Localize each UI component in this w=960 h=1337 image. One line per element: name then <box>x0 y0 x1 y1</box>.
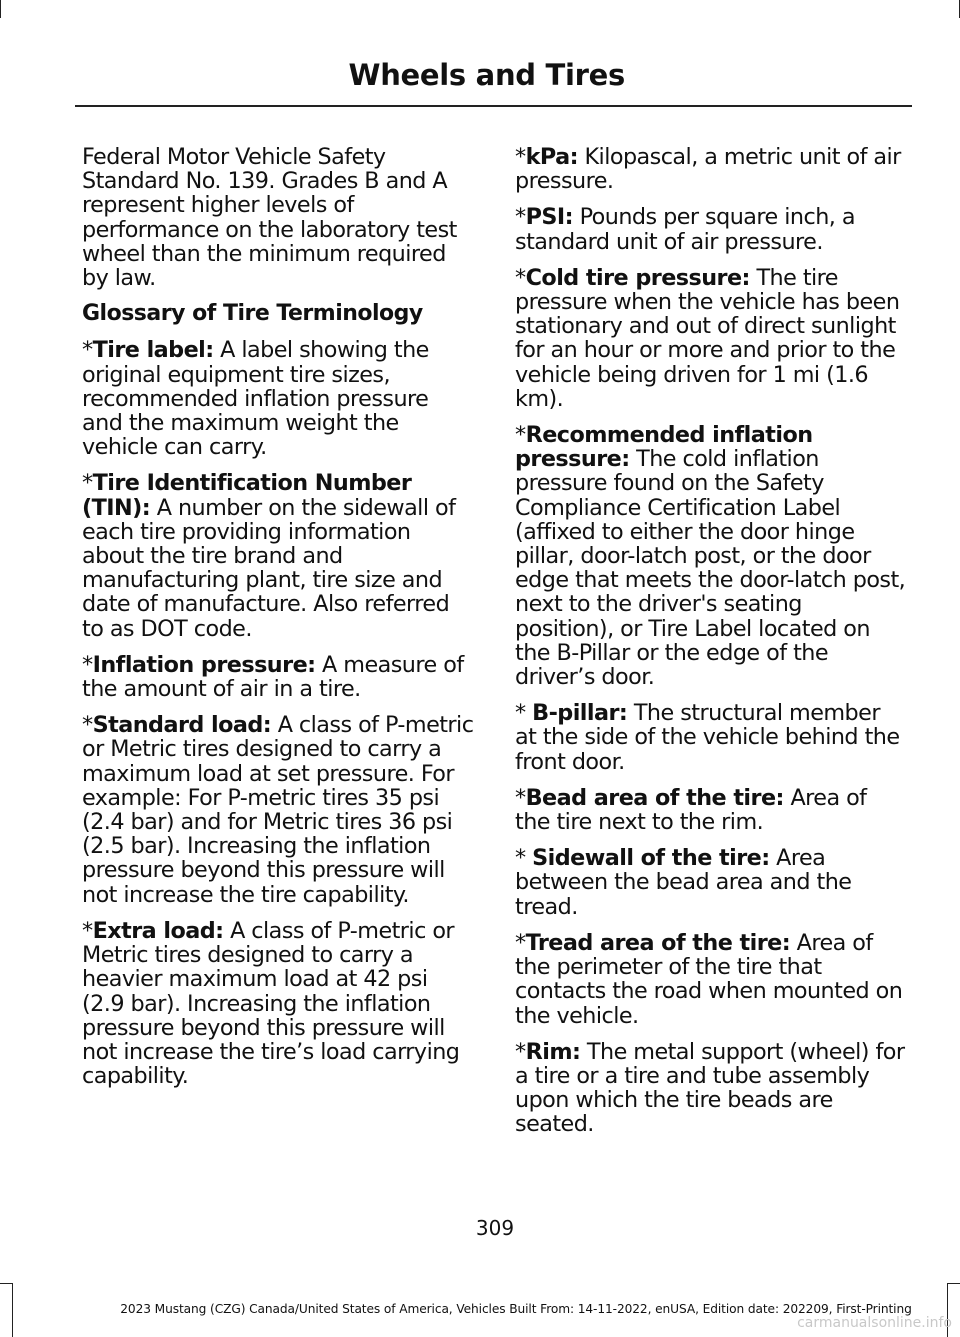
entry-term: Inflation pressure: <box>92 651 316 678</box>
glossary-entry-standard-load <box>82 713 474 907</box>
watermark: carmanualsonline.info <box>797 1315 952 1331</box>
entry-term: kPa: <box>525 144 578 170</box>
intro-paragraph: Federal Motor Vehicle Safety Standard No. 139. Grades B and A represent higher levels of performance on the laboratory test wheel than the minimum required by law. <box>82 144 457 292</box>
glossary-entry-tire-label <box>82 338 474 459</box>
entry-text: A number on the sidewall of each tire providing information about the tire brand and manufacturing plant, tire size and date of manufacture. Also referred to as DOT code. <box>82 494 456 642</box>
right-column <box>515 145 907 1149</box>
entry-term: Recommended inflation pressure: <box>515 422 813 473</box>
entry-prefix: * <box>82 470 93 497</box>
glossary-entry-inflation-pressure <box>82 653 474 701</box>
entry-prefix: * <box>515 700 533 727</box>
glossary-entry-cold-tire-pressure <box>515 266 907 411</box>
entry-term: Standard load: <box>92 712 272 739</box>
entry-text: The metal support (wheel) for a tire or a tire and tube assembly upon which the tire beads are seated. <box>515 1038 905 1138</box>
entry-term: Extra load: <box>92 917 224 944</box>
entry-term: Sidewall of the tire: <box>532 845 770 872</box>
entry-prefix: * <box>515 422 526 449</box>
entry-text: A label showing the original equipment tire sizes, recommended inflation pressure and the maximum weight the vehicle can carry. <box>82 337 429 461</box>
entry-prefix: * <box>515 144 526 170</box>
entry-text: The cold inflation pressure found on the Safety Compliance Certification Label (affixed to either the door hinge pillar, door-latch post, or the door edge that meets the door-latch post, next to the driver's seating position), or Tire Label located on the B-Pillar or the edge of the driver’s door. <box>515 446 906 691</box>
entry-term: Tread area of the tire: <box>525 929 791 956</box>
entry-term: Cold tire pressure: <box>525 264 750 291</box>
header-rule <box>75 105 912 107</box>
entry-term: PSI: <box>525 204 574 231</box>
entry-text: A class of P-metric or Metric tires designed to carry a heavier maximum load at 42 psi (2.9 bar). Increasing the inflation pressure beyond this pressure will not increase the tire’s load carrying capability. <box>82 917 460 1090</box>
entry-prefix: * <box>515 1038 526 1065</box>
entry-prefix: * <box>515 264 526 291</box>
glossary-entry-recommended-inflation-pressure <box>515 423 907 689</box>
entry-text: Kilopascal, a metric unit of air pressure. <box>515 144 901 195</box>
crop-mark-top-left <box>0 0 1 18</box>
glossary-entry-kpa <box>515 145 907 193</box>
page-title: Wheels and Tires <box>348 58 625 92</box>
entry-prefix: * <box>82 712 93 739</box>
glossary-entry-psi <box>515 205 907 253</box>
entry-term: Tire label: <box>92 337 214 364</box>
page-number: 309 <box>475 1216 515 1240</box>
entry-text: A measure of the amount of air in a tire. <box>82 651 464 703</box>
entry-prefix: * <box>515 784 526 811</box>
glossary-entry-b-pillar <box>515 701 907 774</box>
glossary-entry-bead-area <box>515 786 907 834</box>
entry-text: Area of the tire next to the rim. <box>515 784 867 836</box>
footer-edition-info: 2023 Mustang (CZG) Canada/United States of America, Vehicles Built From: 14-11-2022, enUSA, Edition date: 202209, First-Printing <box>120 1302 912 1316</box>
entry-term: Bead area of the tire: <box>525 784 784 811</box>
entry-text: A class of P-metric or Metric tires designed to carry a maximum load at set pressure. For example: For P-metric tires 35 psi (2.4 bar) and for Metric tires 36 psi (2.5 bar). Increasing the inflation pressure beyond this pressure will not increase the tire capability. <box>82 712 474 908</box>
crop-mark-bottom-right-h <box>948 1283 960 1284</box>
entry-prefix: * <box>82 917 93 944</box>
glossary-heading: Glossary of Tire Terminology <box>82 301 423 327</box>
entry-prefix: * <box>82 651 93 678</box>
entry-text: The tire pressure when the vehicle has been stationary and out of direct sunlight for an hour or more and prior to the vehicle being driven for 1 mi (1.6 km). <box>515 264 900 412</box>
glossary-entry-tin <box>82 471 474 640</box>
entry-prefix: * <box>515 929 526 956</box>
glossary-entry-rim <box>515 1040 907 1137</box>
entry-text: Pounds per square inch, a standard unit of air pressure. <box>515 204 855 255</box>
entry-text: Area of the perimeter of the tire that contacts the road when mounted on the vehicle. <box>515 929 903 1029</box>
entry-prefix: * <box>515 204 526 231</box>
crop-mark-top-left-h <box>0 0 1 1</box>
entry-prefix: * <box>82 337 93 364</box>
entry-text: Area between the bead area and the tread. <box>515 845 852 920</box>
glossary-entry-tread-area <box>515 931 907 1028</box>
entry-term: B-pillar: <box>532 700 628 727</box>
glossary-entry-extra-load <box>82 919 474 1088</box>
crop-mark-bottom-left <box>12 1283 13 1337</box>
crop-mark-bottom-left-h <box>0 1283 12 1284</box>
entry-term: Tire Identification Number (TIN): <box>82 470 412 521</box>
entry-text: The structural member at the side of the vehicle behind the front door. <box>515 700 900 775</box>
entry-term: Rim: <box>525 1038 581 1065</box>
glossary-entry-sidewall <box>515 846 907 919</box>
entry-prefix: * <box>515 845 533 872</box>
left-column <box>82 145 474 1100</box>
